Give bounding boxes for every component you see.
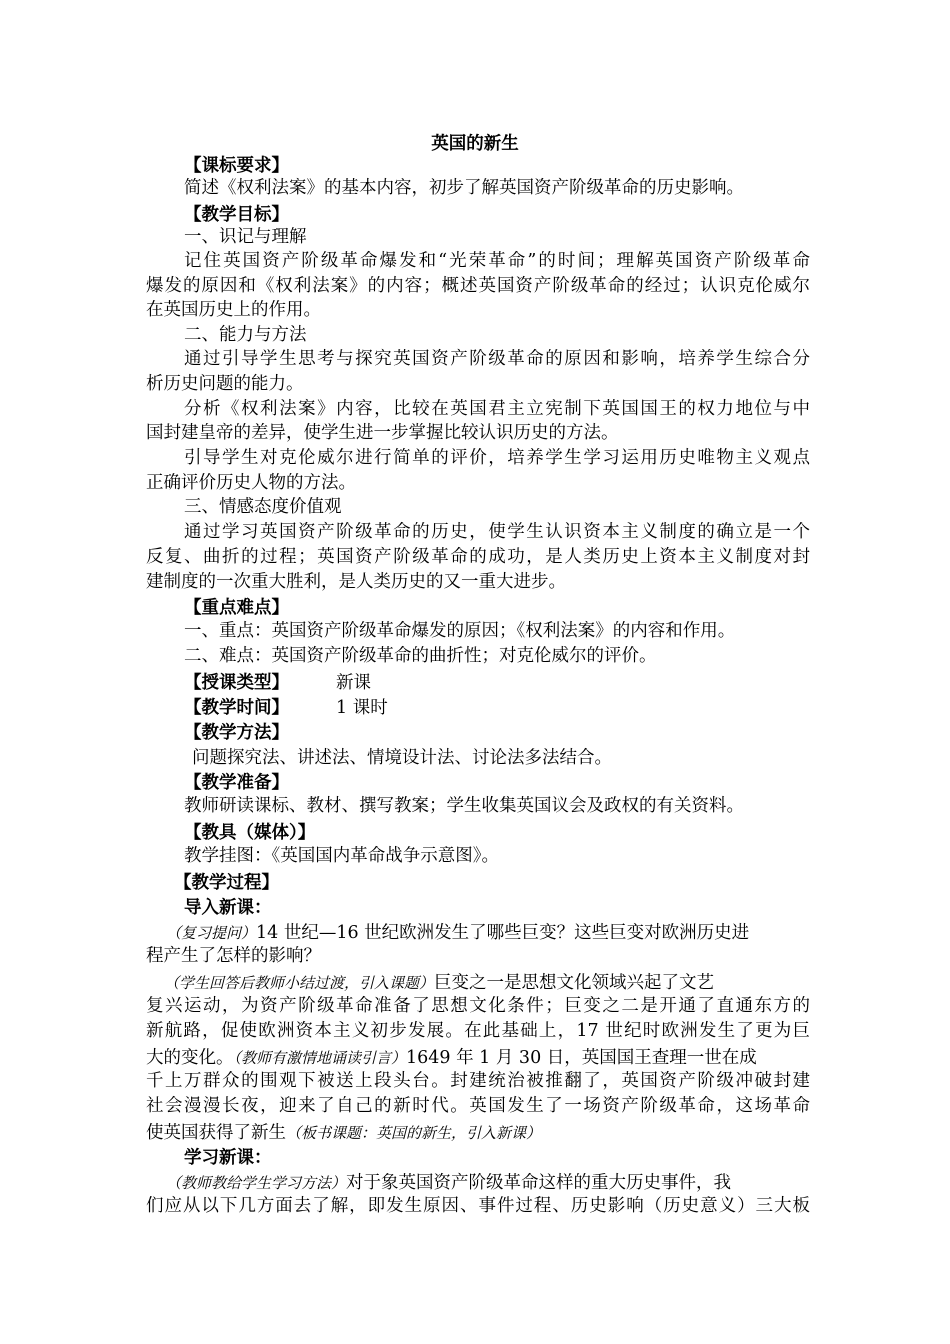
paragraph-line: 社会漫漫长夜，迎来了自己的新时代。英国发生了一场资产阶级革命，这场革命 (146, 1096, 810, 1116)
paragraph-line: 建制度的一次重大胜利，是人类历史的又一重大进步。 (146, 572, 566, 592)
paragraph-kebiao: 简述《权利法案》的基本内容，初步了解英国资产阶级革命的历史影响。 (184, 178, 744, 198)
paragraph-line: 程产生了怎样的影响？ (146, 946, 321, 966)
stage-direction (146, 1044, 757, 1069)
stage-direction (166, 919, 749, 944)
stage-direction-text: （教师教给学生学习方法） (166, 1174, 347, 1192)
stage-direction-text: （复习提问） (166, 924, 257, 942)
paragraph-line: 14 世纪—16 世纪欧洲发生了哪些巨变？这些巨变对欧洲历史进 (256, 923, 750, 943)
stage-direction (146, 1119, 541, 1144)
paragraph-line: 大的变化。 (146, 1048, 234, 1068)
paragraph-line: 通过学习英国资产阶级革命的历史，使学生认识资本主义制度的确立是一个 (184, 522, 810, 542)
paragraph-line: 记住英国资产阶级革命爆发和“光荣革命”的时间；理解英国资产阶级革命 (184, 251, 810, 271)
stage-direction (164, 969, 714, 994)
subheading-xuexi: 学习新课： (184, 1148, 272, 1168)
shijian-value: 1 课时 (336, 698, 388, 718)
stage-direction-text: （学生回答后教师小结过渡，引入课题） (164, 974, 435, 992)
paragraph-line: 分析《权利法案》内容，比较在英国君主立宪制下英国国王的权力地位与中 (184, 399, 810, 419)
paragraph-zhunbei: 教师研读课标、教材、撰写教案；学生收集英国议会及政权的有关资料。 (184, 796, 744, 816)
paragraph-line: 二、难点：英国资产阶级革命的曲折性；对克伦威尔的评价。 (184, 646, 657, 666)
paragraph-line: 国封建皇帝的差异，使学生进一步掌握比较认识历史的方法。 (146, 423, 619, 443)
paragraph-line: 巨变之一是思想文化领域兴起了文艺 (434, 973, 715, 993)
section-heading-jiaoju: 【教具（媒体）】 (184, 823, 316, 843)
section-heading-fangfa: 【教学方法】 (184, 723, 289, 743)
paragraph-line: 千上万群众的围观下被送上段头台。封建统治被推翻了，英国资产阶级冲破封建 (146, 1071, 810, 1091)
stage-direction (166, 1169, 731, 1194)
paragraph-line: 析历史问题的能力。 (146, 374, 304, 394)
section-heading-shijian: 【教学时间】 (184, 698, 289, 718)
paragraph-line: 爆发的原因和《权利法案》的内容；概述英国资产阶级革命的经过；认识克伦威尔 (146, 276, 810, 296)
paragraph-line: 反复、曲折的过程；英国资产阶级革命的成功，是人类历史上资本主义制度对封 (146, 547, 810, 567)
section-heading-mubiao: 【教学目标】 (184, 205, 289, 225)
paragraph-line: 们应从以下几方面去了解，即发生原因、事件过程、历史影响（历史意义）三大板 (146, 1196, 810, 1216)
section-heading-zhongdian: 【重点难点】 (184, 598, 289, 618)
leixing-value: 新课 (336, 673, 371, 693)
section-heading-leixing: 【授课类型】 (184, 673, 289, 693)
section-heading-kebiao: 【课标要求】 (184, 156, 289, 176)
subheading-1: 一、识记与理解 (184, 227, 307, 247)
subheading-daoru: 导入新课： (184, 898, 272, 918)
paragraph-line: 在英国历史上的作用。 (146, 300, 321, 320)
stage-direction-text: （教师有激情地诵读引言） (233, 1049, 407, 1067)
paragraph-line: 1649 年 1 月 30 日，英国国王查理一世在成 (406, 1048, 757, 1068)
page-title: 英国的新生 (431, 134, 519, 154)
paragraph-fangfa: 问题探究法、讲述法、情境设计法、讨论法多法结合。 (192, 748, 612, 768)
paragraph-line: 新航路，促使欧洲资本主义初步发展。在此基础上，17 世纪时欧洲发生了更为巨 (146, 1021, 810, 1041)
paragraph-line: 通过引导学生思考与探究英国资产阶级革命的原因和影响，培养学生综合分 (184, 349, 810, 369)
paragraph-line: 引导学生对克伦威尔进行简单的评价，培养学生学习运用历史唯物主义观点 (184, 448, 810, 468)
paragraph-line: 使英国获得了新生 (146, 1123, 286, 1143)
paragraph-line: 一、重点：英国资产阶级革命爆发的原因；《权利法案》的内容和作用。 (184, 621, 736, 641)
stage-direction-text: （板书课题：英国的新生，引入新课） (286, 1124, 542, 1142)
paragraph-line: 对于象英国资产阶级革命这样的重大历史事件，我 (346, 1173, 732, 1193)
subheading-3: 三、情感态度价值观 (184, 497, 342, 517)
section-heading-guocheng: 【教学过程】 (174, 873, 279, 893)
paragraph-jiaoju: 教学挂图：《英国国内革命战争示意图》。 (184, 846, 499, 866)
paragraph-line: 复兴运动，为资产阶级革命准备了思想文化条件；巨变之二是开通了直通东方的 (146, 996, 810, 1016)
subheading-2: 二、能力与方法 (184, 325, 307, 345)
paragraph-line: 正确评价历史人物的方法。 (146, 473, 356, 493)
section-heading-zhunbei: 【教学准备】 (184, 773, 289, 793)
